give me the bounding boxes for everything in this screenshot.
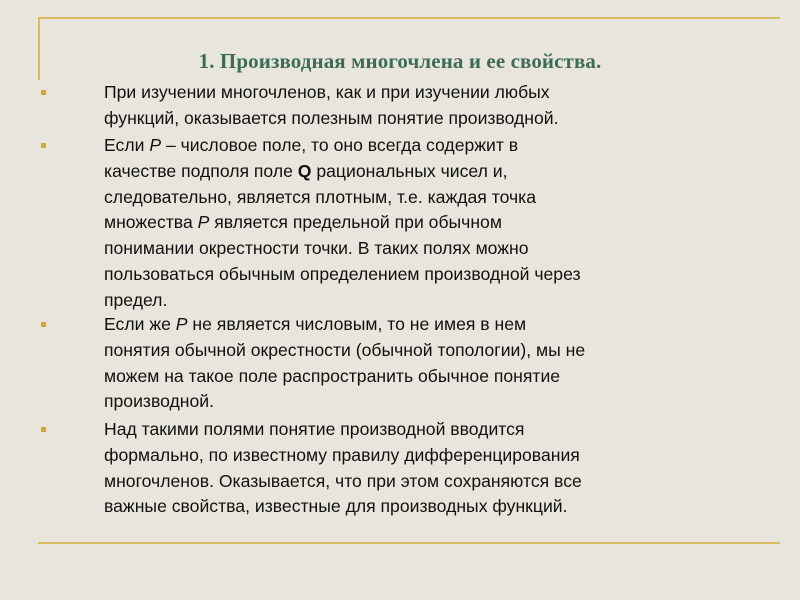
bullet-text-part: Если же	[104, 314, 176, 334]
field-symbol-p: P	[149, 135, 162, 155]
bullet-text-part: не является числовым, то не имея в нем понятия обычной окрестности (обычной топологии), мы не можем на такое поле распространить обычное понятие производной.	[104, 314, 586, 412]
bullet-item-4	[40, 417, 760, 520]
bullet-item-2	[40, 133, 760, 314]
field-symbol-q: Q	[297, 160, 312, 181]
bullet-text-part: Если	[104, 135, 150, 155]
bullet-text-part: является предельной при обычном понимании окрестности точки. В таких полях можно пользоваться обычным определением производной через предел.	[104, 212, 581, 310]
bullet-square-icon	[41, 143, 46, 148]
bullet-square-icon	[41, 90, 46, 95]
bottom-divider	[38, 542, 780, 544]
bullet-text-part: – числовое поле, то оно всегда содержит в качестве подполя поле	[104, 135, 519, 181]
slide-title: 1. Производная многочлена и ее свойства.	[198, 49, 602, 74]
bullet-text-2	[104, 133, 760, 314]
bullet-text-1: При изучении многочленов, как и при изучении любых функций, оказывается полезным понятие производной.	[104, 82, 559, 128]
bullet-text-4: Над такими полями понятие производной вводится формально, по известному правилу дифференцирования многочленов. Оказывается, что при этом сохраняются все важные свойства, известные для производных функций.	[104, 419, 582, 517]
bullet-square-icon	[41, 322, 46, 327]
bullet-square-icon	[41, 427, 46, 432]
field-symbol-p: P	[197, 212, 210, 233]
bullet-item-3	[40, 312, 760, 415]
field-symbol-p: P	[175, 314, 188, 334]
bullet-item-1	[40, 80, 760, 132]
bullet-text-3	[104, 312, 760, 415]
bullet-text-part: рациональных чисел и, следовательно, является плотным, т.е. каждая точка множества	[104, 160, 536, 233]
